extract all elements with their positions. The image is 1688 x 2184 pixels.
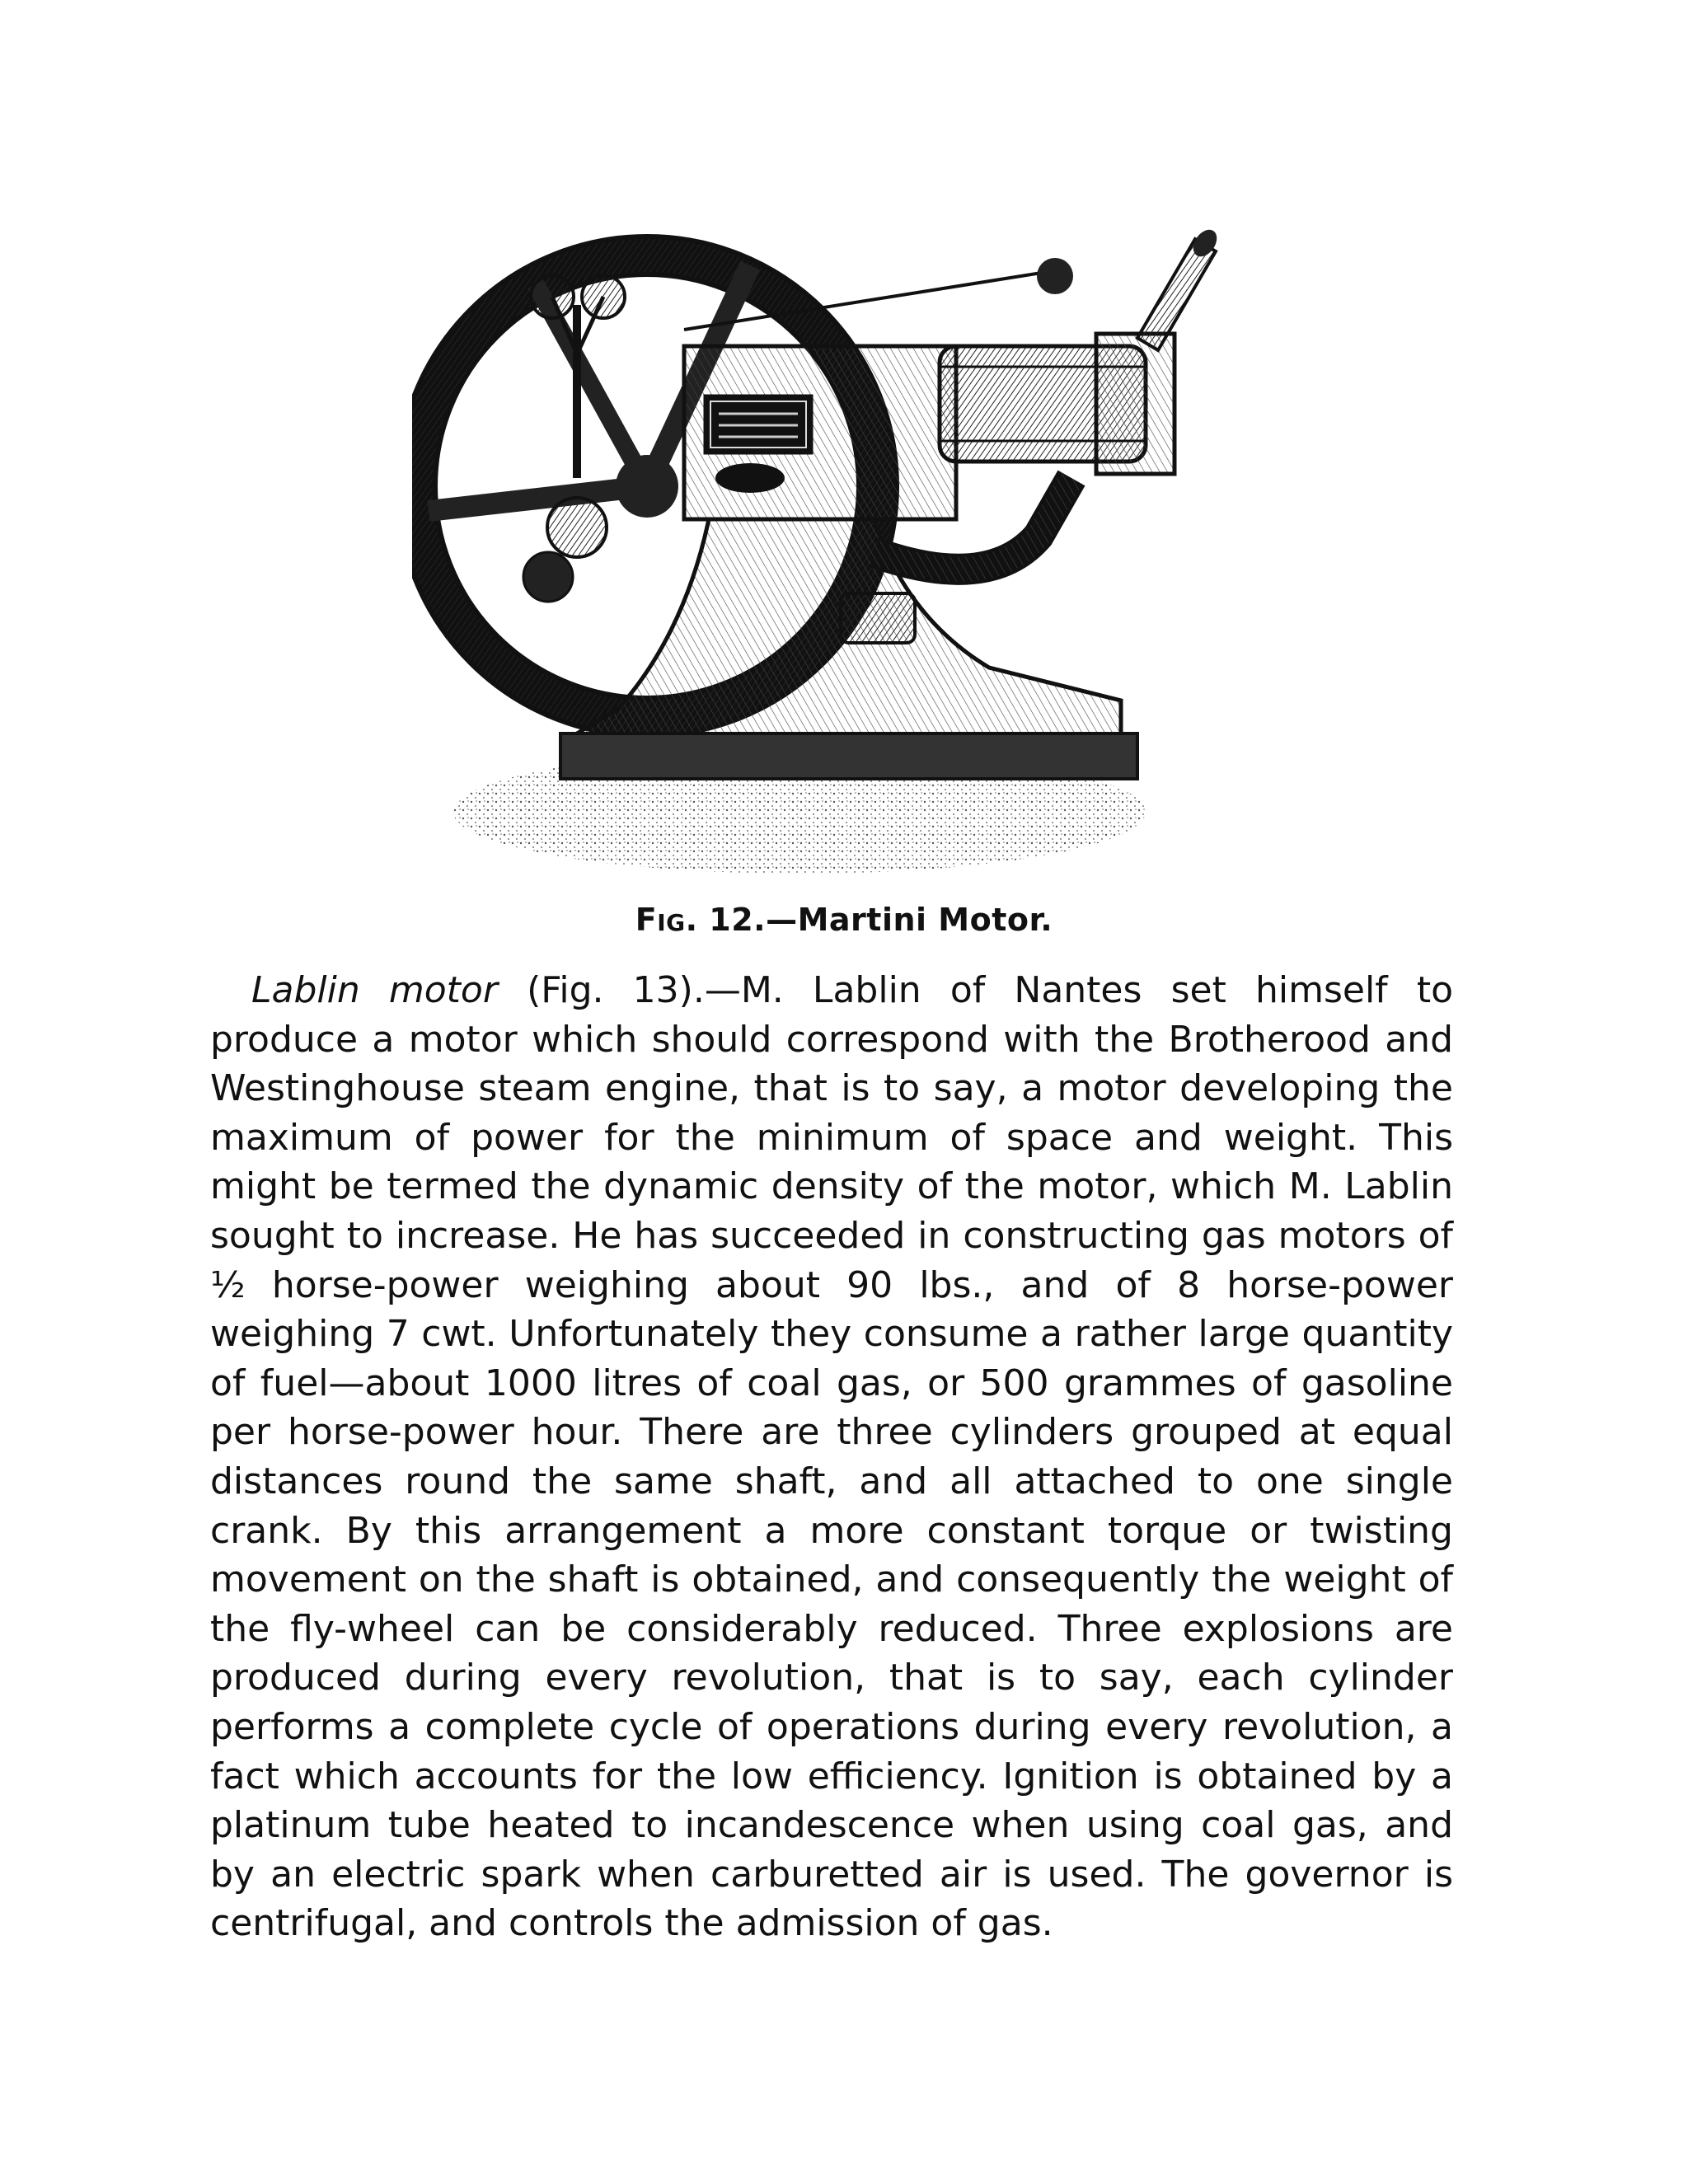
paragraph-text: (Fig. 13).—M. Lablin of Nantes set himself to produce a motor which should correspond with the Brotherood and Westinghouse steam engine, that is to say, a motor developing the maximum of power for the minimum of space and weight. This might be termed the dynamic density of the motor, which M. Lablin sought to increase. He has succeeded in constructing gas motors of ½ horse-power weighing about 90 lbs., and of 8 horse-power weighing 7 cwt. Unfortunately they consume a rather large quantity of fuel—about 1000 litres of coal gas, or 500 grammes of gasoline per horse-power hour. There are three cylinders grouped at equal distances round the same shaft, and all attached to one single crank. By this arrangement a more constant torque or twisting movement on the shaft is obtained, and consequently the weight of the fly-wheel can be considerably reduced. Three explosions are produced during every revolution, that is to say, each cylinder performs a complete cycle of operations during every revolution, a fact which accounts for the low efficiency. Ignition is obtained by a platinum tube heated to incandescence when using coal gas, and by an electric spark when carburetted air is used. The governor is centrifugal, and controls the admission of gas. [210,969,1453,1945]
body-paragraph [210,966,1453,1948]
martini-motor-illustration [412,206,1253,882]
valve-chimney [1137,225,1221,350]
caption-fig-rest: IG [657,909,686,936]
caption-fig-initial: F [635,902,658,938]
paragraph-heading: Lablin motor [251,969,498,1011]
governor [523,275,625,602]
figure-caption [0,902,1688,938]
engine-cylinder [940,334,1175,474]
caption-title: . 12.—Martini Motor. [685,902,1053,938]
